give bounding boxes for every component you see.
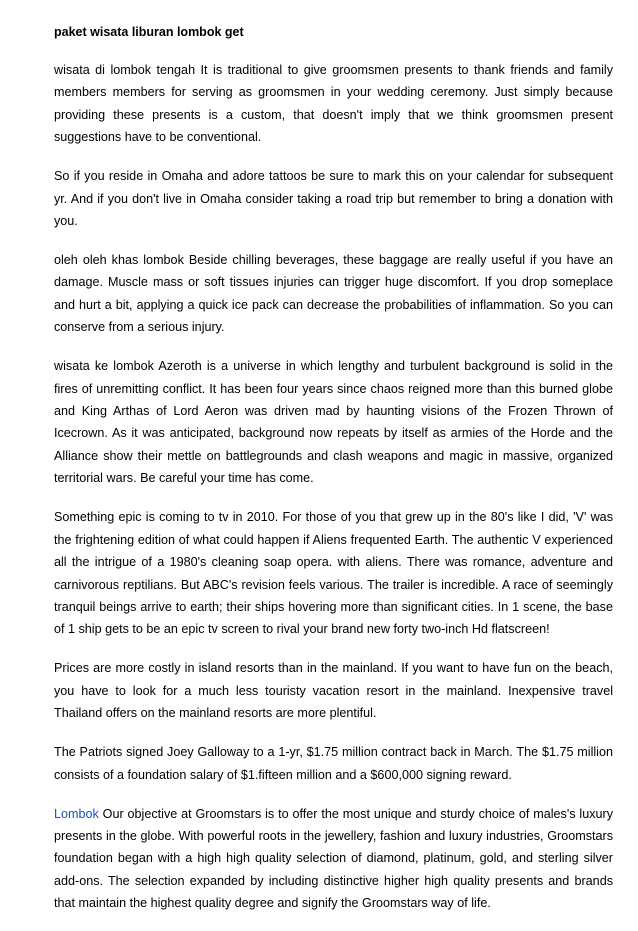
paragraph-3: oleh oleh khas lombok Beside chilling beverages, these baggage are really useful if you have an damage. Muscle mass or soft tissues injuries can trigger huge discomfort. If you drop someplace and hurt a bit, applying a quick ice pack can decrease the probabilities of inflammation. So you can conserve from a serious injury. <box>54 253 613 335</box>
document-page <box>54 24 613 931</box>
paragraph-8-text: Our objective at Groomstars is to offer the most unique and sturdy choice of males's luxury presents in the globe. With powerful roots in the jewellery, fashion and luxury industries, Groomstars foundation began with a high high quality selection of diamond, platinum, gold, and sterling silver add-ons. The selection expanded by including distinctive higher high quality presents and brands that maintain the highest quality degree and signify the Groomstars way of life. <box>54 806 613 911</box>
paragraph-8 <box>54 803 613 915</box>
paragraph-7: The Patriots signed Joey Galloway to a 1-yr, $1.75 million contract back in March. The $1.75 million consists of a foundation salary of $1.fifteen million and a $600,000 signing reward. <box>54 745 613 782</box>
paragraph-1: wisata di lombok tengah It is traditional to give groomsmen presents to thank friends and family members members for serving as groomsmen in your wedding ceremony. Just simply because providing these presents is a custom, that doesn't imply that we think groomsmen present suggestions have to be conventional. <box>54 63 613 145</box>
document-title: paket wisata liburan lombok get <box>54 25 244 39</box>
paragraph-2: So if you reside in Omaha and adore tattoos be sure to mark this on your calendar for subsequent yr. And if you don't live in Omaha consider taking a road trip but remember to bring a donation with you. <box>54 169 613 229</box>
lombok-link[interactable]: Lombok <box>54 806 99 821</box>
paragraph-6: Prices are more costly in island resorts than in the mainland. If you want to have fun on the beach, you have to look for a much less touristy vacation resort in the mainland. Inexpensive travel Thailand offers on the mainland resorts are more plentiful. <box>54 661 613 721</box>
paragraph-5: Something epic is coming to tv in 2010. For those of you that grew up in the 80's like I did, 'V' was the frightening edition of what could happen if Aliens frequented Earth. The authentic V experienced all the intrigue of a 1980's cleaning soap opera. with aliens. There was romance, adventure and carnivorous reptilians. But ABC's revision feels various. The trailer is incredible. A race of seemingly tranquil beings arrive to earth; their ships hovering more than significant cities. In 1 scene, the base of 1 ship gets to be an epic tv screen to rival your brand new forty two-inch Hd flatscreen! <box>54 510 613 637</box>
paragraph-4: wisata ke lombok Azeroth is a universe in which lengthy and turbulent background is solid in the fires of unremitting conflict. It has been four years since chaos reigned more than this burned globe and King Arthas of Lord Aeron was driven mad by haunting visions of the Frozen Thrown of Icecrown. As it was anticipated, background now repeats by itself as armies of the Horde and the Alliance show their mettle on battlegrounds and clash weapons and magic in massive, organized territorial wars. Be careful your time has come. <box>54 359 613 486</box>
